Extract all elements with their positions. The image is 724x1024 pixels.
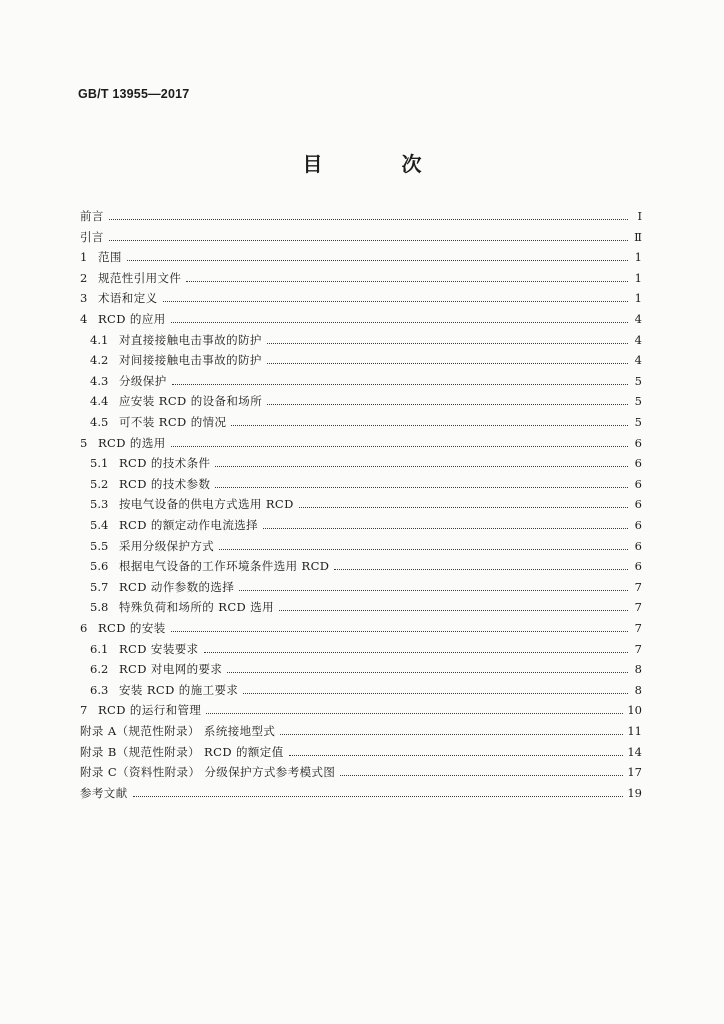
toc-entry-page-number: 5 (634, 415, 642, 429)
toc-entry-number: 1 (80, 250, 88, 265)
dot-leader (133, 795, 624, 797)
toc-entry-page-number: 6 (634, 435, 642, 450)
toc-entry-label: 分级保护 (119, 373, 167, 388)
dot-leader (227, 671, 628, 673)
dot-leader (171, 630, 628, 632)
dot-leader (219, 548, 628, 550)
toc-entry-number: 5.6 (90, 559, 109, 574)
toc-entry-page-number: 6 (634, 456, 642, 471)
toc-entry-label: 范围 (98, 250, 122, 265)
toc-entry[interactable] (80, 412, 642, 432)
toc-entry-page-number: 6 (634, 559, 642, 574)
toc-entry-number: 6.3 (90, 682, 109, 697)
toc-entry-label: 引言 (80, 229, 104, 244)
toc-entry-number: 5.4 (90, 518, 109, 532)
dot-leader (204, 651, 628, 653)
toc-entry[interactable] (80, 371, 642, 391)
toc-entry[interactable] (80, 680, 642, 700)
dot-leader (215, 486, 628, 488)
dot-leader (267, 342, 628, 344)
toc-entry-number: 4.2 (90, 353, 109, 368)
toc-entry-label: 应安装 RCD 的设备和场所 (119, 394, 263, 409)
toc-entry[interactable] (80, 556, 642, 576)
toc-entry-number: 4.3 (90, 373, 109, 388)
dot-leader (127, 259, 628, 261)
toc-entry-label: RCD 的选用 (98, 435, 166, 450)
dot-leader (109, 218, 628, 220)
toc-entry-page-number: 6 (634, 476, 642, 491)
toc-entry[interactable] (80, 700, 642, 720)
toc-entry-label: 可不装 RCD 的情况 (119, 415, 227, 429)
toc-entry[interactable] (80, 453, 642, 473)
toc-entry-label: RCD 安装要求 (119, 641, 199, 656)
toc-entry-number: 5.7 (90, 579, 109, 594)
toc-entry-label: RCD 的技术参数 (119, 476, 211, 491)
page-title: 目 次 (302, 152, 458, 176)
toc-entry[interactable] (80, 618, 642, 638)
toc-entry-page-number: 10 (627, 703, 642, 718)
toc-entry-label: 附录 C（资料性附录） 分级保护方式参考模式图 (80, 765, 336, 780)
toc-entry-page-number: 17 (627, 765, 642, 780)
toc-entry-page-number: 7 (634, 600, 642, 615)
toc-entry-label: RCD 的额定动作电流选择 (119, 518, 259, 532)
dot-leader (334, 568, 628, 570)
toc-entry[interactable] (80, 494, 642, 514)
toc-entry[interactable] (80, 783, 642, 803)
dot-leader (171, 445, 628, 447)
dot-leader (243, 692, 628, 694)
toc-entry-label: RCD 的技术条件 (119, 456, 211, 471)
toc-entry[interactable] (80, 268, 642, 288)
dot-leader (231, 424, 628, 426)
dot-leader (186, 280, 628, 282)
toc-entry-page-number: 14 (627, 744, 642, 759)
dot-leader (280, 733, 623, 735)
dot-leader (267, 362, 628, 364)
toc-entry[interactable] (80, 639, 642, 659)
toc-entry[interactable] (80, 597, 642, 617)
toc-entry[interactable] (80, 350, 642, 370)
toc-entry-label: 附录 A（规范性附录） 系统接地型式 (80, 724, 276, 738)
toc-entry-page-number: 6 (634, 538, 642, 553)
toc-entry-page-number: 4 (634, 312, 642, 326)
toc-entry[interactable] (80, 474, 642, 494)
toc-entry-page-number: 1 (634, 250, 642, 265)
dot-leader (299, 506, 628, 508)
toc-entry-number: 5 (80, 435, 88, 450)
toc-entry[interactable] (80, 536, 642, 556)
toc-entry-page-number: 1 (634, 270, 642, 285)
toc-entry[interactable] (80, 721, 642, 741)
dot-leader (267, 403, 628, 405)
toc-entry-label: 采用分级保护方式 (119, 538, 215, 553)
toc-entry-page-number: 6 (634, 497, 642, 512)
toc-entry-number: 7 (80, 703, 88, 718)
toc-entry-number: 5.2 (90, 476, 109, 491)
toc-entry-label: 对间接接触电击事故的防护 (119, 353, 262, 368)
toc-entry-label: 前言 (80, 209, 104, 223)
toc-entry[interactable] (80, 227, 642, 247)
toc-entry-number: 5.1 (90, 456, 109, 471)
toc-entry-label: RCD 的运行和管理 (98, 703, 202, 718)
toc-entry-page-number: 4 (634, 353, 642, 368)
dot-leader (109, 239, 628, 241)
toc-entry-page-number: 8 (634, 662, 642, 677)
toc-entry-number: 6.2 (90, 662, 109, 677)
toc-entry-page-number: Ⅱ (634, 229, 642, 244)
toc-entry-label: 对直接接触电击事故的防护 (119, 332, 262, 347)
toc-entry[interactable] (80, 515, 642, 535)
toc-entry-label: RCD 对电网的要求 (119, 662, 223, 677)
dot-leader (279, 609, 628, 611)
toc-entry-number: 6 (80, 621, 88, 635)
toc-entry-number: 6.1 (90, 641, 109, 656)
toc-entry[interactable] (80, 762, 642, 782)
toc-entry-page-number: 1 (634, 291, 642, 306)
toc-entry-number: 5.8 (90, 600, 109, 615)
toc-entry-label: 按电气设备的供电方式选用 RCD (119, 497, 294, 512)
standard-code: GB/T 13955—2017 (78, 87, 190, 101)
toc-entry[interactable] (80, 288, 642, 308)
toc-entry-page-number: 5 (634, 394, 642, 409)
dot-leader (163, 300, 629, 302)
toc-entry-label: 特殊负荷和场所的 RCD 选用 (119, 600, 274, 615)
dot-leader (263, 527, 628, 529)
toc-entry-label: RCD 的安装 (98, 621, 166, 635)
toc-entry-label: 安装 RCD 的施工要求 (119, 682, 239, 697)
toc-entry-number: 4.1 (90, 332, 109, 347)
toc-entry[interactable] (80, 309, 642, 329)
toc-entry-number: 3 (80, 291, 88, 306)
toc-entry[interactable] (80, 742, 642, 762)
toc-entry-page-number: 7 (634, 621, 642, 635)
dot-leader (206, 712, 623, 714)
dot-leader (215, 465, 628, 467)
toc-entry-page-number: 6 (634, 518, 642, 532)
toc-entry[interactable] (80, 659, 642, 679)
toc-entry[interactable] (80, 433, 642, 453)
toc-entry-page-number: 7 (634, 579, 642, 594)
toc-entry-page-number: 8 (634, 682, 642, 697)
toc-entry-page-number: Ⅰ (637, 209, 642, 223)
toc-entry-label: 规范性引用文件 (98, 270, 182, 285)
toc-entry[interactable] (80, 577, 642, 597)
toc-entry[interactable] (80, 247, 642, 267)
dot-leader (289, 754, 624, 756)
toc-entry-number: 2 (80, 270, 88, 285)
toc-entry[interactable] (80, 330, 642, 350)
toc-entry-number: 4 (80, 312, 88, 326)
toc-entry-page-number: 19 (627, 785, 642, 800)
dot-leader (239, 589, 628, 591)
toc-entry-page-number: 4 (634, 332, 642, 347)
toc-entry-label: 术语和定义 (98, 291, 158, 306)
dot-leader (172, 383, 628, 385)
toc-entry[interactable] (80, 206, 642, 226)
toc-entry-label: 参考文献 (80, 785, 128, 800)
toc-entry-page-number: 5 (634, 373, 642, 388)
toc-entry-label: 附录 B（规范性附录） RCD 的额定值 (80, 744, 284, 759)
toc-entry-number: 5.3 (90, 497, 109, 512)
toc-entry-page-number: 11 (627, 724, 642, 738)
toc-entry-number: 4.5 (90, 415, 109, 429)
toc-entry-number: 4.4 (90, 394, 109, 409)
toc-entry-label: RCD 的应用 (98, 312, 166, 326)
toc-entry-number: 5.5 (90, 538, 109, 553)
dot-leader (171, 321, 628, 323)
toc-entry-page-number: 7 (634, 641, 642, 656)
toc-entry[interactable] (80, 391, 642, 411)
dot-leader (340, 774, 623, 776)
toc-entry-label: RCD 动作参数的选择 (119, 579, 235, 594)
toc-entry-label: 根据电气设备的工作环境条件选用 RCD (119, 559, 330, 574)
